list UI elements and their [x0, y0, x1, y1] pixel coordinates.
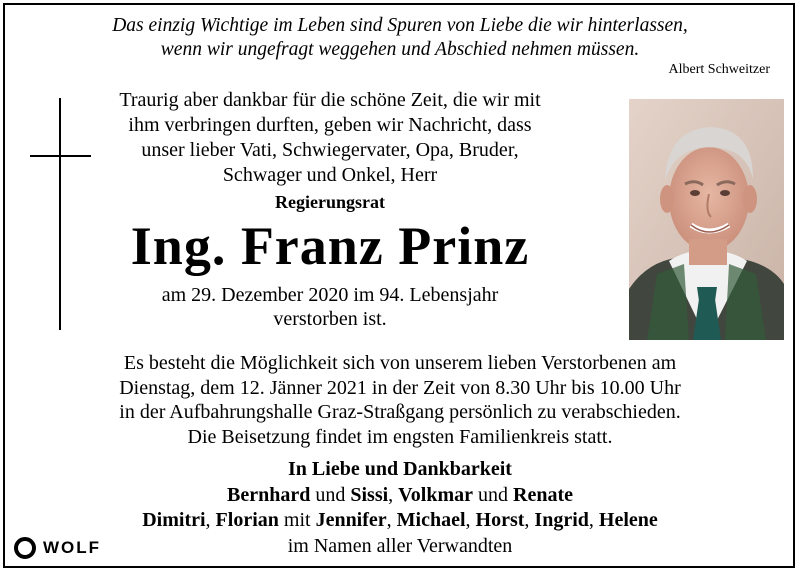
- mourners-block: [0, 457, 800, 559]
- intro-line: ihm verbringen durften, geben wir Nachricht, dass: [128, 114, 532, 136]
- connector-text: ,: [588, 509, 599, 531]
- intro-line: Traurig aber dankbar für die schöne Zeit, die wir mit: [119, 89, 541, 111]
- mourner-name: Volkmar: [398, 483, 473, 506]
- details-line: Die Beisetzung findet im engsten Familienkreis statt.: [187, 425, 613, 448]
- mourners-line-1: [0, 483, 800, 509]
- mourners-line-2: [0, 508, 800, 534]
- connector-text: ,: [465, 509, 476, 531]
- quote-line: Das einzig Wichtige im Leben sind Spuren von Liebe die wir hinterlassen,: [112, 15, 688, 36]
- mourners-heading-text: In Liebe und Dankbarkeit: [288, 458, 512, 480]
- mourner-name: Bernhard: [227, 483, 311, 506]
- death-line: am 29. Dezember 2020 im 94. Lebensjahr: [161, 284, 499, 306]
- intro-line: unser lieber Vati, Schwiegervater, Opa, Bruder,: [141, 139, 519, 161]
- connector-text: ,: [205, 509, 216, 531]
- quote-author: Albert Schweitzer: [668, 62, 770, 77]
- mourners-closing: im Namen aller Verwandten: [287, 534, 513, 557]
- details-line: Es besteht die Möglichkeit sich von unserem lieben Verstorbenen am: [123, 352, 677, 374]
- details-line: in der Aufbahrungshalle Graz-Straßgang persönlich zu verabschieden.: [119, 401, 681, 423]
- mourner-name: Renate: [513, 483, 573, 506]
- deceased-title: Regierungsrat: [275, 192, 385, 212]
- farewell-details: [0, 351, 800, 449]
- logo-text: WOLF: [43, 538, 102, 557]
- details-line: Dienstag, dem 12. Jänner 2021 in der Zeit von 8.30 Uhr bis 10.00 Uhr: [119, 376, 681, 399]
- wolf-logo: [14, 536, 101, 560]
- connector-text: ,: [388, 483, 399, 506]
- connector-text: und: [310, 483, 351, 506]
- intro-text: [80, 88, 580, 188]
- mourner-name: Ingrid: [534, 509, 589, 531]
- circle-logo-icon: [14, 537, 36, 559]
- motto-quote: [0, 14, 800, 62]
- connector-text: mit: [278, 509, 316, 531]
- connector-text: und: [473, 483, 513, 506]
- connector-text: ,: [524, 509, 535, 531]
- connector-text: ,: [386, 509, 397, 531]
- intro-line: Schwager und Onkel, Herr: [222, 164, 438, 186]
- mourner-name: Dimitri: [142, 509, 206, 531]
- mourners-heading: [0, 457, 800, 483]
- mourner-name: Florian: [215, 509, 279, 531]
- cross-icon-vertical: [59, 98, 61, 330]
- mourner-name: Horst: [475, 509, 525, 531]
- mourner-name: Jennifer: [315, 509, 387, 531]
- deceased-name: Ing. Franz Prinz: [130, 216, 530, 276]
- portrait-photo: [629, 99, 784, 340]
- mourner-name: Sissi: [350, 483, 389, 506]
- death-info: [80, 283, 580, 331]
- mourner-name: Helene: [598, 509, 658, 531]
- death-line: verstorben ist.: [273, 308, 387, 330]
- quote-line: wenn wir ungefragt weggehen und Abschied nehmen müssen.: [160, 39, 640, 60]
- mourner-name: Michael: [396, 509, 466, 531]
